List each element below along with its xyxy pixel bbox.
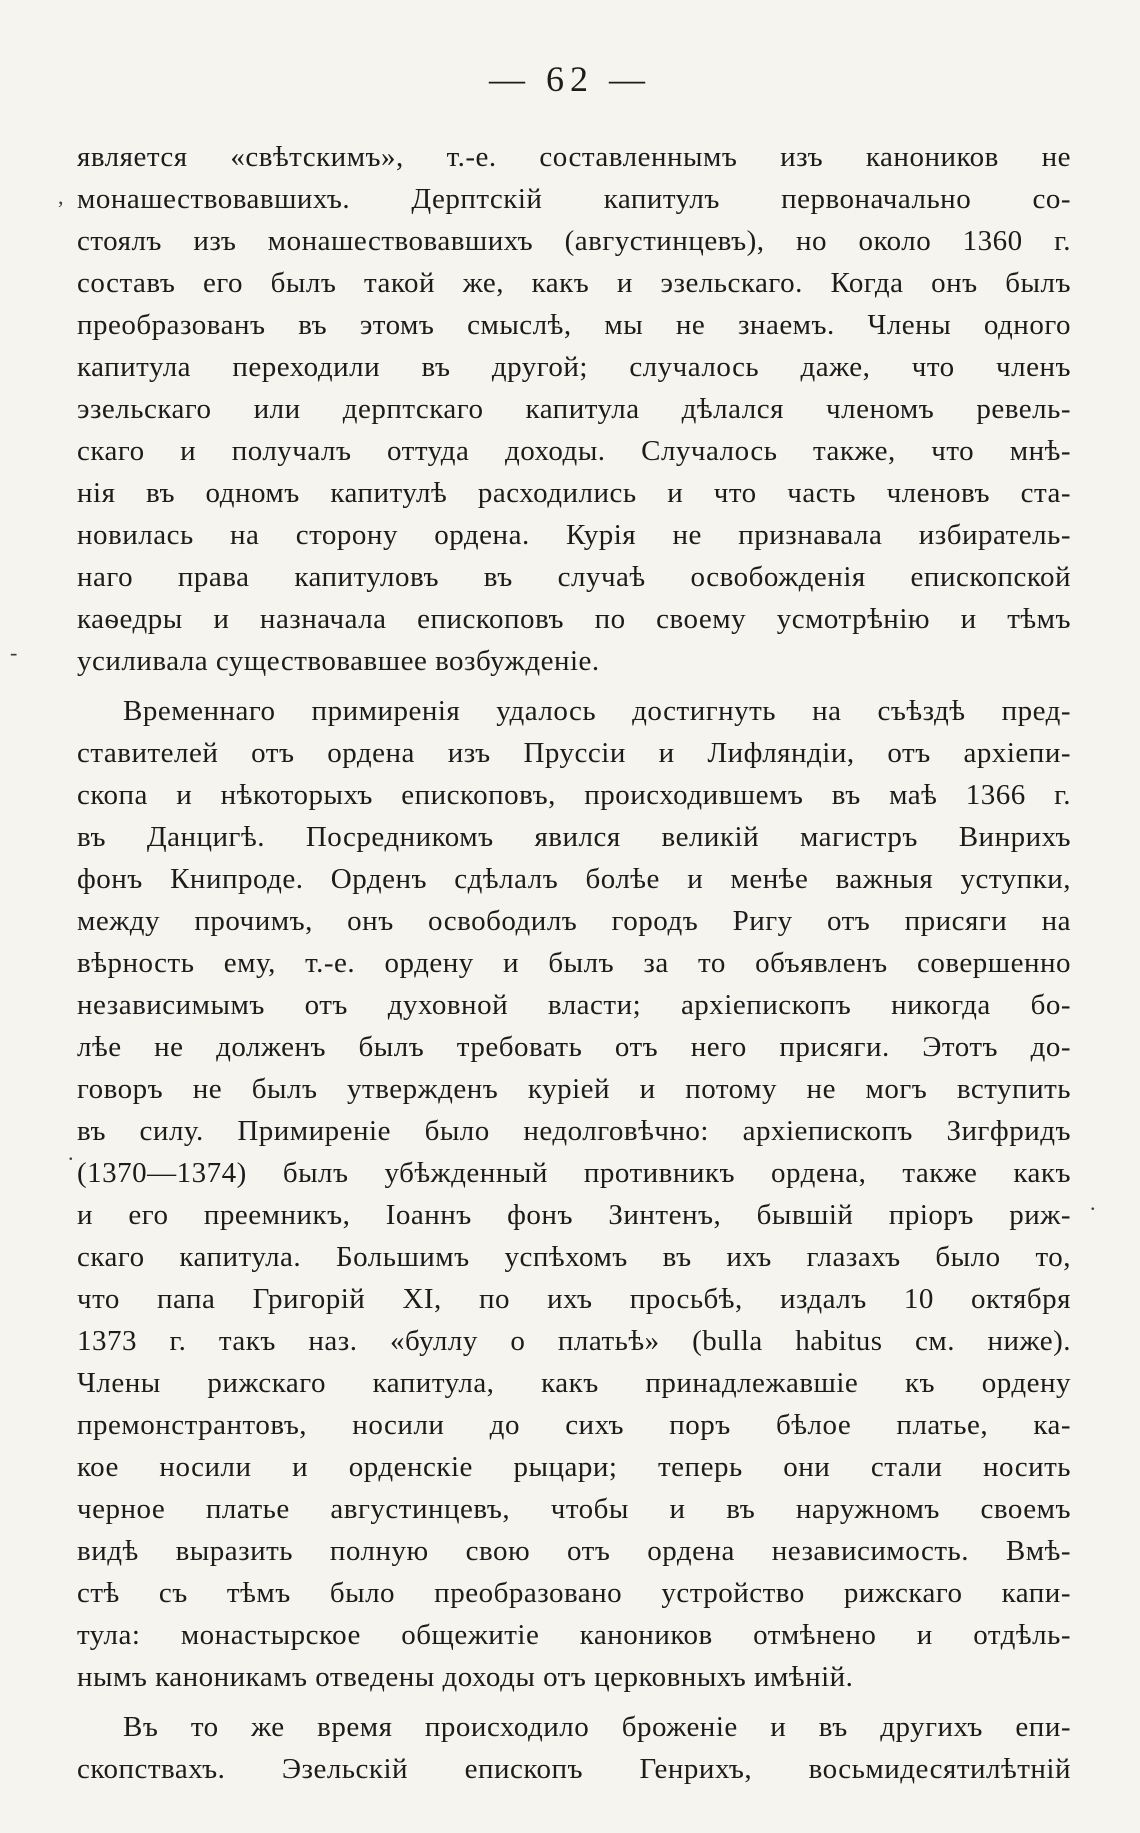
margin-mark: - — [10, 640, 18, 665]
text-line: кое носили и орденскіе рыцари; теперь они стали носить — [77, 1451, 1071, 1483]
text-line: скопствахъ. Эзельскій епископъ Генрихъ, восьмидесятилѣтній — [77, 1753, 1071, 1785]
text-line: премонстрантовъ, носили до сихъ поръ бѣлое платье, ка- — [77, 1409, 1071, 1441]
text-line: и его преемникъ, Іоаннъ фонъ Зинтенъ, бывшій пріоръ риж- — [77, 1199, 1071, 1231]
text-line: (1370—1374) былъ убѣжденный противникъ ордена, также какъ — [77, 1157, 1071, 1189]
text-line: вѣрность ему, т.-е. ордену и былъ за то объявленъ совершенно — [77, 947, 1071, 979]
text-line: новилась на сторону ордена. Курія не признавала избиратель- — [77, 519, 1071, 551]
text-column — [77, 136, 1071, 1790]
text-line: независимымъ отъ духовной власти; архіепископъ никогда бо- — [77, 989, 1071, 1021]
text-line: нія въ одномъ капитулѣ расходились и что часть членовъ ста- — [77, 477, 1071, 509]
text-line: въ Данцигѣ. Посредникомъ явился великій магистръ Винрихъ — [77, 821, 1071, 853]
text-line: тула: монастырское общежитіе каноников отмѣнено и отдѣль- — [77, 1619, 1071, 1651]
text-line: Временнаго примиренія удалось достигнуть на съѣздѣ пред- — [123, 695, 1071, 727]
text-line: стоялъ изъ монашествовавшихъ (августинцевъ), но около 1360 г. — [77, 225, 1071, 257]
text-line: составъ его былъ такой же, какъ и эзельскаго. Когда онъ былъ — [77, 267, 1071, 299]
text-line: скопа и нѣкоторыхъ епископовъ, происходившемъ въ маѣ 1366 г. — [77, 779, 1071, 811]
text-line: между прочимъ, онъ освободилъ городъ Ригу отъ присяги на — [77, 905, 1071, 937]
text-line: скаго капитула. Большимъ успѣхомъ въ ихъ глазахъ было то, — [77, 1241, 1071, 1273]
text-line: Члены рижскаго капитула, какъ принадлежавшіе къ ордену — [77, 1367, 1071, 1399]
margin-mark: . — [68, 1140, 74, 1165]
text-line: скаго и получалъ оттуда доходы. Случалось также, что мнѣ- — [77, 435, 1071, 467]
text-line: усиливала существовавшее возбужденіе. — [77, 645, 600, 677]
text-line: ставителей отъ ордена изъ Пруссіи и Лифляндіи, отъ архіепи- — [77, 737, 1071, 769]
text-line: 1373 г. такъ наз. «буллу о платьѣ» (bulla habitus см. ниже). — [77, 1325, 1071, 1357]
text-line: является «свѣтскимъ», т.-е. составленнымъ изъ каноников не — [77, 141, 1071, 173]
text-line: фонъ Книпроде. Орденъ сдѣлалъ болѣе и менѣе важныя уступки, — [77, 863, 1071, 895]
margin-mark: , — [58, 184, 64, 209]
text-line: эзельскаго или дерптскаго капитула дѣлался членомъ ревель- — [77, 393, 1071, 425]
paragraph-3 — [77, 1706, 1071, 1790]
paragraph-2 — [77, 690, 1071, 1698]
page-number: — 62 — — [489, 59, 651, 99]
text-line: что папа Григорій XI, по ихъ просьбѣ, издалъ 10 октября — [77, 1283, 1071, 1315]
text-line: наго права капитуловъ въ случаѣ освобожденія епископской — [77, 561, 1071, 593]
text-line: монашествовавшихъ. Дерптскій капитулъ первоначально со- — [77, 183, 1071, 215]
text-line: въ силу. Примиреніе было недолговѣчно: архіепископъ Зигфридъ — [77, 1115, 1071, 1147]
text-line: видѣ выразить полную свою отъ ордена независимость. Вмѣ- — [77, 1535, 1071, 1567]
paragraph-1 — [77, 136, 1071, 682]
text-line: говоръ не былъ утвержденъ куріей и потому не могъ вступить — [77, 1073, 1071, 1105]
text-line: капитула переходили въ другой; случалось даже, что членъ — [77, 351, 1071, 383]
text-line: каѳедры и назначала епископовъ по своему усмотрѣнію и тѣмъ — [77, 603, 1071, 635]
text-line: преобразованъ въ этомъ смыслѣ, мы не знаемъ. Члены одного — [77, 309, 1071, 341]
margin-mark: . — [1090, 1190, 1096, 1215]
text-line: нымъ каноникамъ отведены доходы отъ церковныхъ имѣній. — [77, 1661, 854, 1693]
text-line: лѣе не долженъ былъ требовать отъ него присяги. Этотъ до- — [77, 1031, 1071, 1063]
text-line: черное платье августинцевъ, чтобы и въ наружномъ своемъ — [77, 1493, 1071, 1525]
text-line: стѣ съ тѣмъ было преобразовано устройство рижскаго капи- — [77, 1577, 1071, 1609]
text-line: Въ то же время происходило броженіе и въ другихъ епи- — [123, 1711, 1071, 1743]
